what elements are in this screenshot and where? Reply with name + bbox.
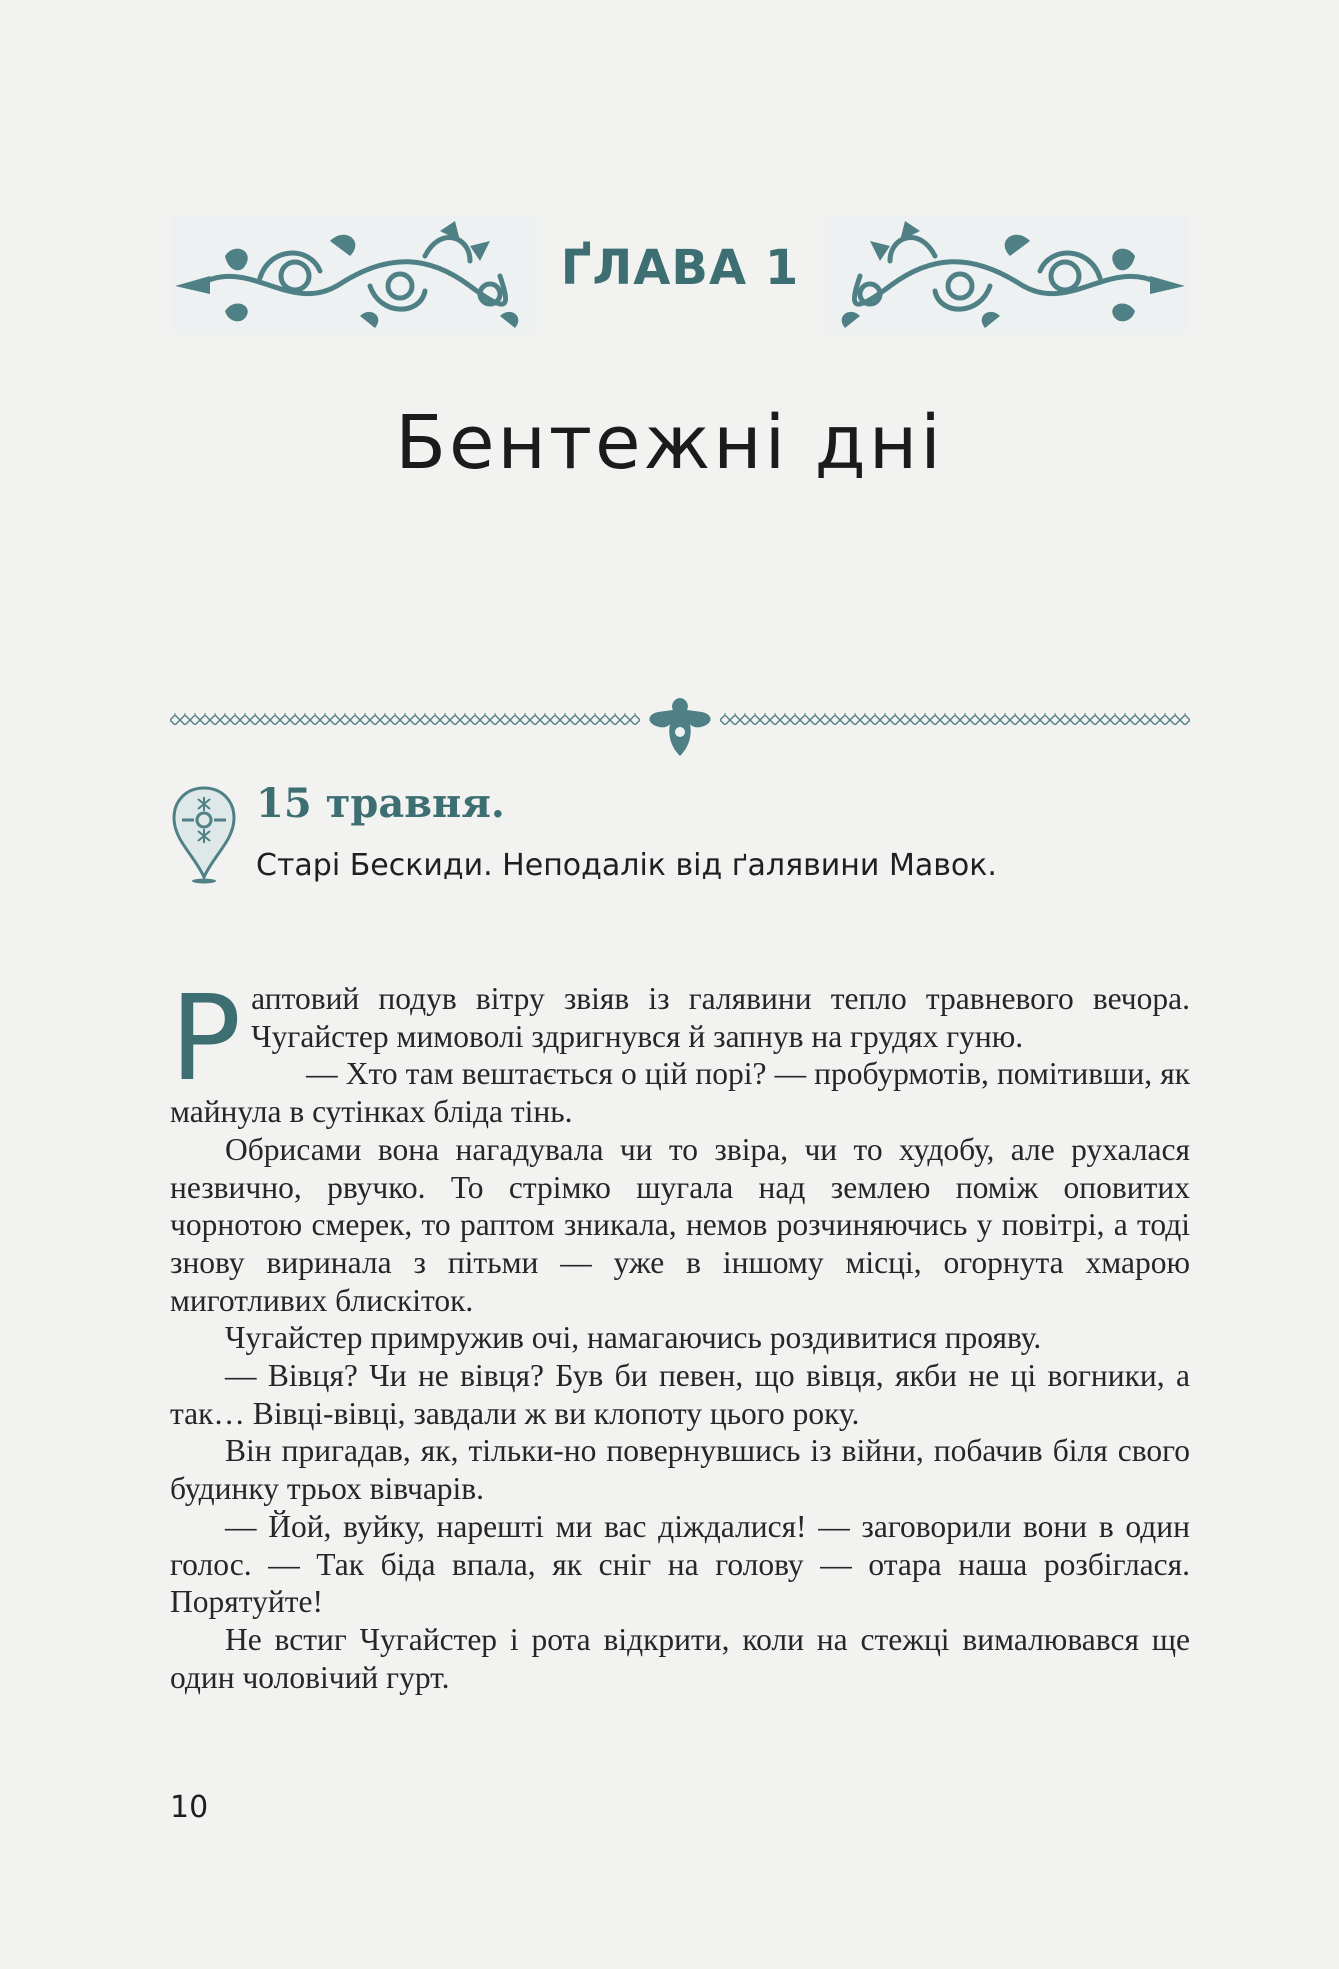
drop-cap: Р <box>170 969 242 1107</box>
entry-location: Старі Бескиди. Неподалік від ґалявини Мавок. <box>256 848 997 883</box>
chapter-title: Бентежні дні <box>395 400 944 486</box>
floral-ornament-left-icon <box>170 216 535 334</box>
page-number: 10 <box>170 1790 209 1825</box>
paragraph: Не встиг Чугайстер і рота відкрити, коли на стежці вималювався ще один чоловічий гурт. <box>170 1621 1190 1695</box>
section-divider <box>170 690 1190 760</box>
paragraph: Він пригадав, як, тільки-но повернувшись із війни, побачив біля свого будинку трьох вівчарів. <box>170 1433 1190 1507</box>
paragraph: Обрисами вона нагадувала чи то звіра, чи то худобу, але рухалася незвично, рвучко. То стрімко шугала над землею поміж оповитих чорнотою смерек, то раптом зникала, немов розчиняючись у повітрі, а тоді знову виринала з пітьми — уже в іншому місці, огорнута хмарою миготливих блискіток. <box>170 1131 1190 1318</box>
chapter-header <box>170 216 1190 334</box>
body-text <box>170 969 1190 1696</box>
paragraph: Раптовий подув вітру звіяв із галявини тепло травневого вечора. Чугайстер мимоволі здригнувся й запнув на грудях гуню. <box>170 969 1190 1107</box>
entry-date: 15 травня. <box>256 780 505 827</box>
chapter-label: ҐЛАВА 1 <box>560 240 800 296</box>
map-pin-icon <box>170 785 238 885</box>
paragraph: — Вівця? Чи не вівця? Був би певен, що вівця, якби не ці вогники, а так… Вівці-вівці, завдали ж ви клопоту цього року. <box>170 1358 1190 1431</box>
bird-emblem-icon <box>649 698 710 756</box>
floral-ornament-right-icon <box>825 216 1190 334</box>
paragraph: Чугайстер примружив очі, намагаючись роздивитися прояву. <box>225 1320 1042 1356</box>
paragraph: — Йой, вуйку, нарешті ми вас діждалися! — заговорили вони в один голос. — Так біда впала, як сніг на голову — отара наша розбіглася. Порятуйте! <box>170 1508 1190 1620</box>
paragraph: — Хто там вештається о цій порі? — пробурмотів, помітивши, як майнула в сутінках бліда тінь. <box>170 1056 1190 1130</box>
